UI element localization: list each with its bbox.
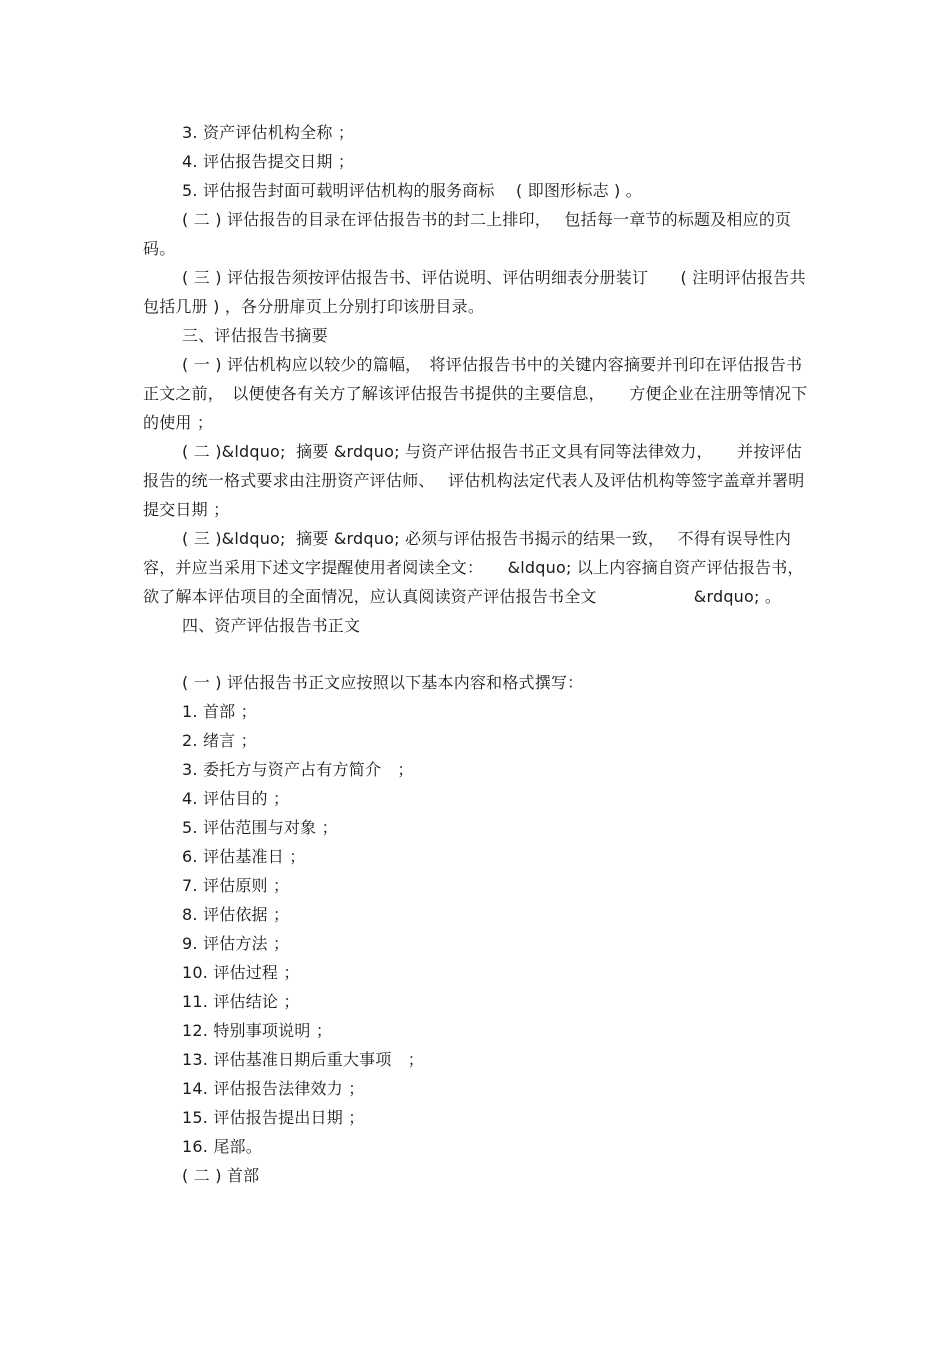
list-item: 5. 评估范围与对象 ；	[182, 818, 338, 837]
section-heading-body: 四、资产评估报告书正文	[182, 616, 361, 635]
list-item: 10. 评估过程 ；	[182, 963, 300, 982]
paragraph-volumes: ( 三 ) 评估报告须按评估报告书、评估说明、评估明细表分册装订 ( 注明评估报告共包括几册 ) ，各分册扉页上分别打印该册目录。	[143, 268, 806, 316]
list-item: 15. 评估报告提出日期 ；	[182, 1108, 365, 1127]
list-item: 5. 评估报告封面可载明评估机构的服务商标 ( 即图形标志 ) 。	[182, 181, 642, 200]
list-item: 4. 评估报告提交日期 ；	[182, 152, 355, 171]
list-item: 16. 尾部。	[182, 1137, 262, 1156]
list-item: 14. 评估报告法律效力 ；	[182, 1079, 365, 1098]
list-item: 7. 评估原则 ；	[182, 876, 290, 895]
list-item: 13. 评估基准日期后重大事项 ；	[182, 1050, 424, 1069]
list-item: 3. 资产评估机构全称 ；	[182, 123, 355, 142]
blank-line	[143, 640, 811, 668]
list-item: 9. 评估方法 ；	[182, 934, 290, 953]
list-item: 1. 首部 ；	[182, 702, 257, 721]
list-item: 2. 绪言 ；	[182, 731, 257, 750]
section-heading-summary: 三、评估报告书摘要	[182, 326, 328, 345]
list-item: 4. 评估目的 ；	[182, 789, 290, 808]
list-item: 3. 委托方与资产占有方简介 ；	[182, 760, 414, 779]
list-item: 11. 评估结论 ；	[182, 992, 300, 1011]
paragraph-summary-1: ( 一 ) 评估机构应以较少的篇幅， 将评估报告书中的关键内容摘要并刊印在评估报告书正文之前， 以便使各有关方了解该评估报告书提供的主要信息， 方便企业在注册等情况下的使用 ；	[143, 355, 808, 432]
paragraph-summary-2: ( 二 )&ldquo; 摘要 &rdquo; 与资产评估报告书正文具有同等法律效力， 并按评估报告的统一格式要求由注册资产评估师、 评估机构法定代表人及评估机构等签字盖章并署明提交日期 ；	[143, 442, 805, 519]
list-item: 6. 评估基准日 ；	[182, 847, 306, 866]
subsection-heading-header: ( 二 ) 首部	[182, 1166, 260, 1185]
paragraph-toc: ( 二 ) 评估报告的目录在评估报告书的封二上排印， 包括每一章节的标题及相应的页码。	[143, 210, 792, 258]
paragraph-summary-3: ( 三 )&ldquo; 摘要 &rdquo; 必须与评估报告书揭示的结果一致， 不得有误导性内容，并应当采用下述文字提醒使用者阅读全文： &ldquo; 以上内容摘自资产评估报告书，欲了解本评估项目的全面情况，应认真阅读资产评估报告书全文 &rdquo; 。	[143, 529, 804, 606]
paragraph-body-intro: ( 一 ) 评估报告书正文应按照以下基本内容和格式撰写：	[182, 673, 584, 692]
document-body	[143, 118, 811, 1190]
list-item: 12. 特别事项说明 ；	[182, 1021, 333, 1040]
list-item: 8. 评估依据 ；	[182, 905, 290, 924]
